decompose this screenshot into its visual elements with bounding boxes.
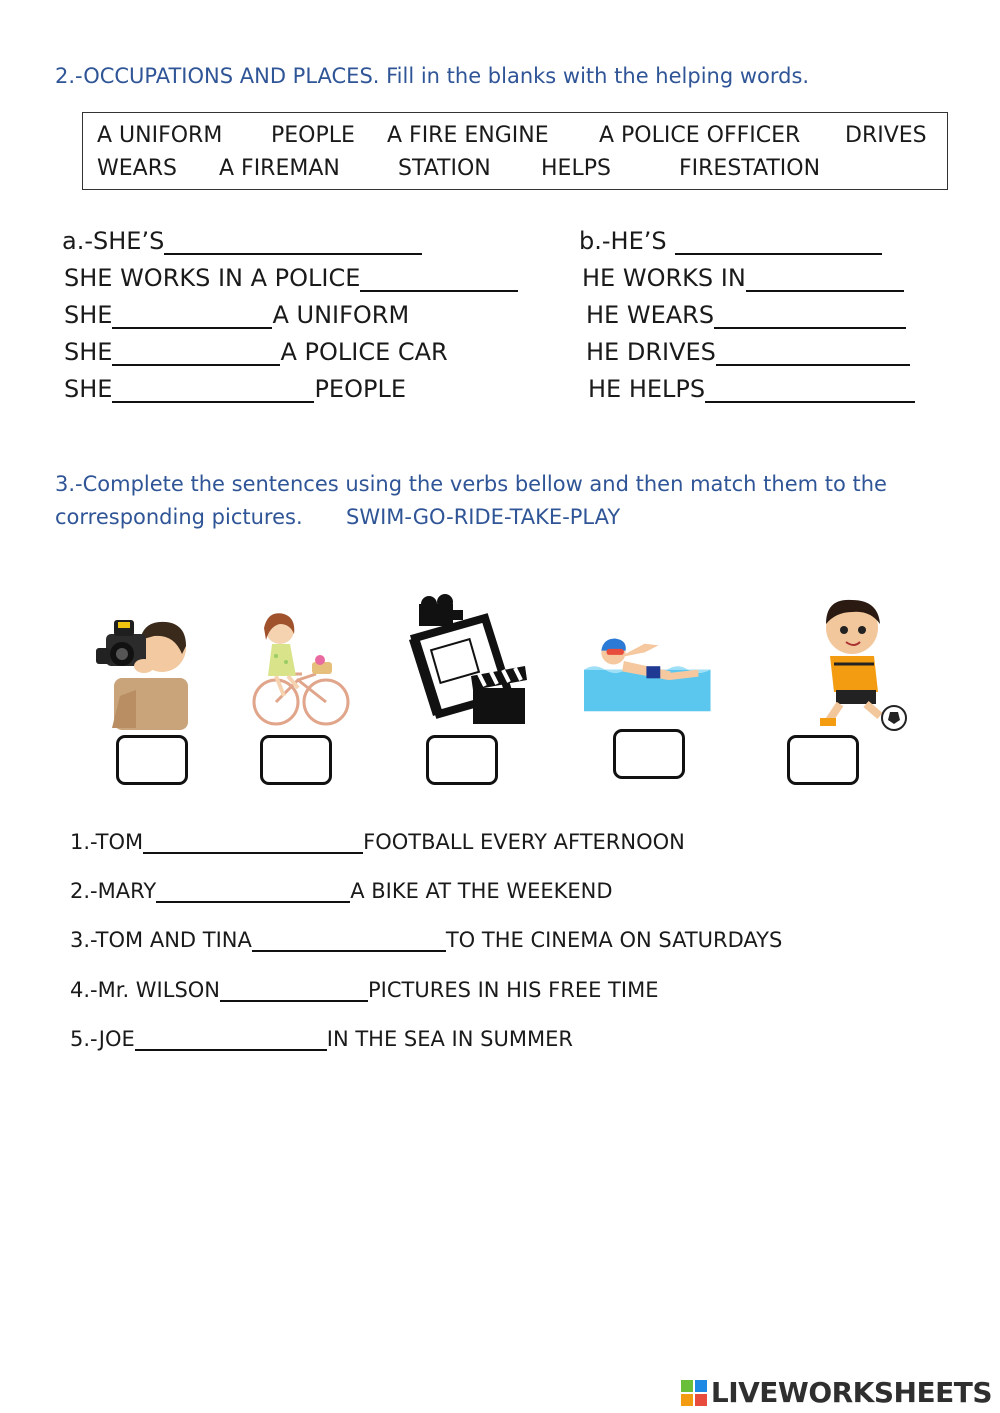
photographer-picture [92, 600, 222, 740]
line-text: A POLICE CAR [280, 338, 448, 366]
sentence-text: 2.-MARY [70, 879, 157, 903]
answer-blank[interactable] [714, 305, 906, 329]
right-line-2 [582, 264, 904, 292]
line-text: SHE [64, 375, 113, 403]
answer-blank[interactable] [112, 342, 280, 366]
helping-word: HELPS [541, 156, 611, 181]
line-text: SHE [64, 301, 113, 329]
answer-blank[interactable] [746, 268, 904, 292]
left-line-4 [64, 338, 448, 366]
logo-icon [681, 1380, 707, 1406]
answer-blank[interactable] [360, 268, 518, 292]
helping-word: A FIREMAN [219, 156, 340, 181]
answer-blank[interactable] [112, 379, 314, 403]
boy-swimming-picture [584, 604, 714, 744]
sentence-text: FOOTBALL EVERY AFTERNOON [363, 830, 685, 854]
line-text: a.-SHE’S [62, 227, 165, 255]
match-answer-box[interactable] [260, 735, 332, 785]
sentence-text: TO THE CINEMA ON SATURDAYS [445, 928, 783, 952]
line-text: HE HELPS [588, 375, 706, 403]
match-answer-box[interactable] [116, 735, 188, 785]
answer-blank[interactable] [705, 379, 915, 403]
left-line-3 [64, 301, 409, 329]
sentence-3 [70, 928, 782, 952]
helping-word: A FIRE ENGINE [387, 123, 549, 148]
answer-blank[interactable] [716, 342, 910, 366]
helping-word: A UNIFORM [97, 123, 223, 148]
right-line-1 [579, 227, 882, 255]
sentence-text: 4.-Mr. WILSON [70, 978, 221, 1002]
heading-text: corresponding pictures. [55, 505, 303, 529]
line-text: SHE [64, 338, 113, 366]
sentence-text: PICTURES IN HIS FREE TIME [368, 978, 659, 1002]
sentence-text: A BIKE AT THE WEEKEND [350, 879, 613, 903]
sentence-blank[interactable] [135, 1029, 327, 1051]
section3-heading-line2 [55, 505, 620, 529]
liveworksheets-logo [681, 1376, 992, 1409]
line-text: A UNIFORM [272, 301, 410, 329]
verb-list: SWIM-GO-RIDE-TAKE-PLAY [346, 505, 621, 529]
sentence-text: 3.-TOM AND TINA [70, 928, 252, 952]
cinema-film-picture [405, 594, 535, 734]
answer-blank[interactable] [112, 305, 272, 329]
line-text: SHE WORKS IN A POLICE [64, 264, 361, 292]
sentence-5 [70, 1027, 573, 1051]
line-text: PEOPLE [314, 375, 406, 403]
helping-word: A POLICE OFFICER [599, 123, 801, 148]
right-line-4 [586, 338, 910, 366]
logo-text: LIVEWORKSHEETS [710, 1376, 992, 1409]
answer-blank[interactable] [164, 231, 422, 255]
match-answer-box[interactable] [613, 729, 685, 779]
left-line-5 [64, 375, 406, 403]
match-answer-box[interactable] [426, 735, 498, 785]
girl-riding-bike-picture [240, 600, 370, 740]
line-text: HE WORKS IN [582, 264, 746, 292]
line-text: HE WEARS [586, 301, 715, 329]
sentence-text: IN THE SEA IN SUMMER [326, 1027, 573, 1051]
boy-playing-football-picture [790, 594, 920, 734]
helping-word: STATION [398, 156, 491, 181]
sentence-blank[interactable] [143, 832, 363, 854]
sentence-text: 5.-JOE [70, 1027, 135, 1051]
sentence-4 [70, 978, 658, 1002]
answer-blank[interactable] [675, 231, 882, 255]
sentence-blank[interactable] [252, 930, 446, 952]
section3-heading-line1: 3.-Complete the sentences using the verbs bellow and then match them to the [55, 472, 887, 496]
match-answer-box[interactable] [787, 735, 859, 785]
helping-word: FIRESTATION [679, 156, 821, 181]
line-text: HE DRIVES [586, 338, 716, 366]
right-line-3 [586, 301, 906, 329]
helping-words-box [82, 112, 948, 190]
line-text: b.-HE’S [579, 227, 667, 255]
left-line-1 [62, 227, 422, 255]
right-line-5 [588, 375, 915, 403]
sentence-text: 1.-TOM [70, 830, 144, 854]
left-line-2 [64, 264, 518, 292]
sentence-1 [70, 830, 685, 854]
sentence-blank[interactable] [220, 980, 368, 1002]
helping-word: WEARS [97, 156, 177, 181]
helping-word: PEOPLE [271, 123, 355, 148]
sentence-2 [70, 879, 613, 903]
section2-heading: 2.-OCCUPATIONS AND PLACES. Fill in the blanks with the helping words. [55, 64, 810, 88]
helping-word: DRIVES [845, 123, 927, 148]
sentence-blank[interactable] [156, 881, 350, 903]
